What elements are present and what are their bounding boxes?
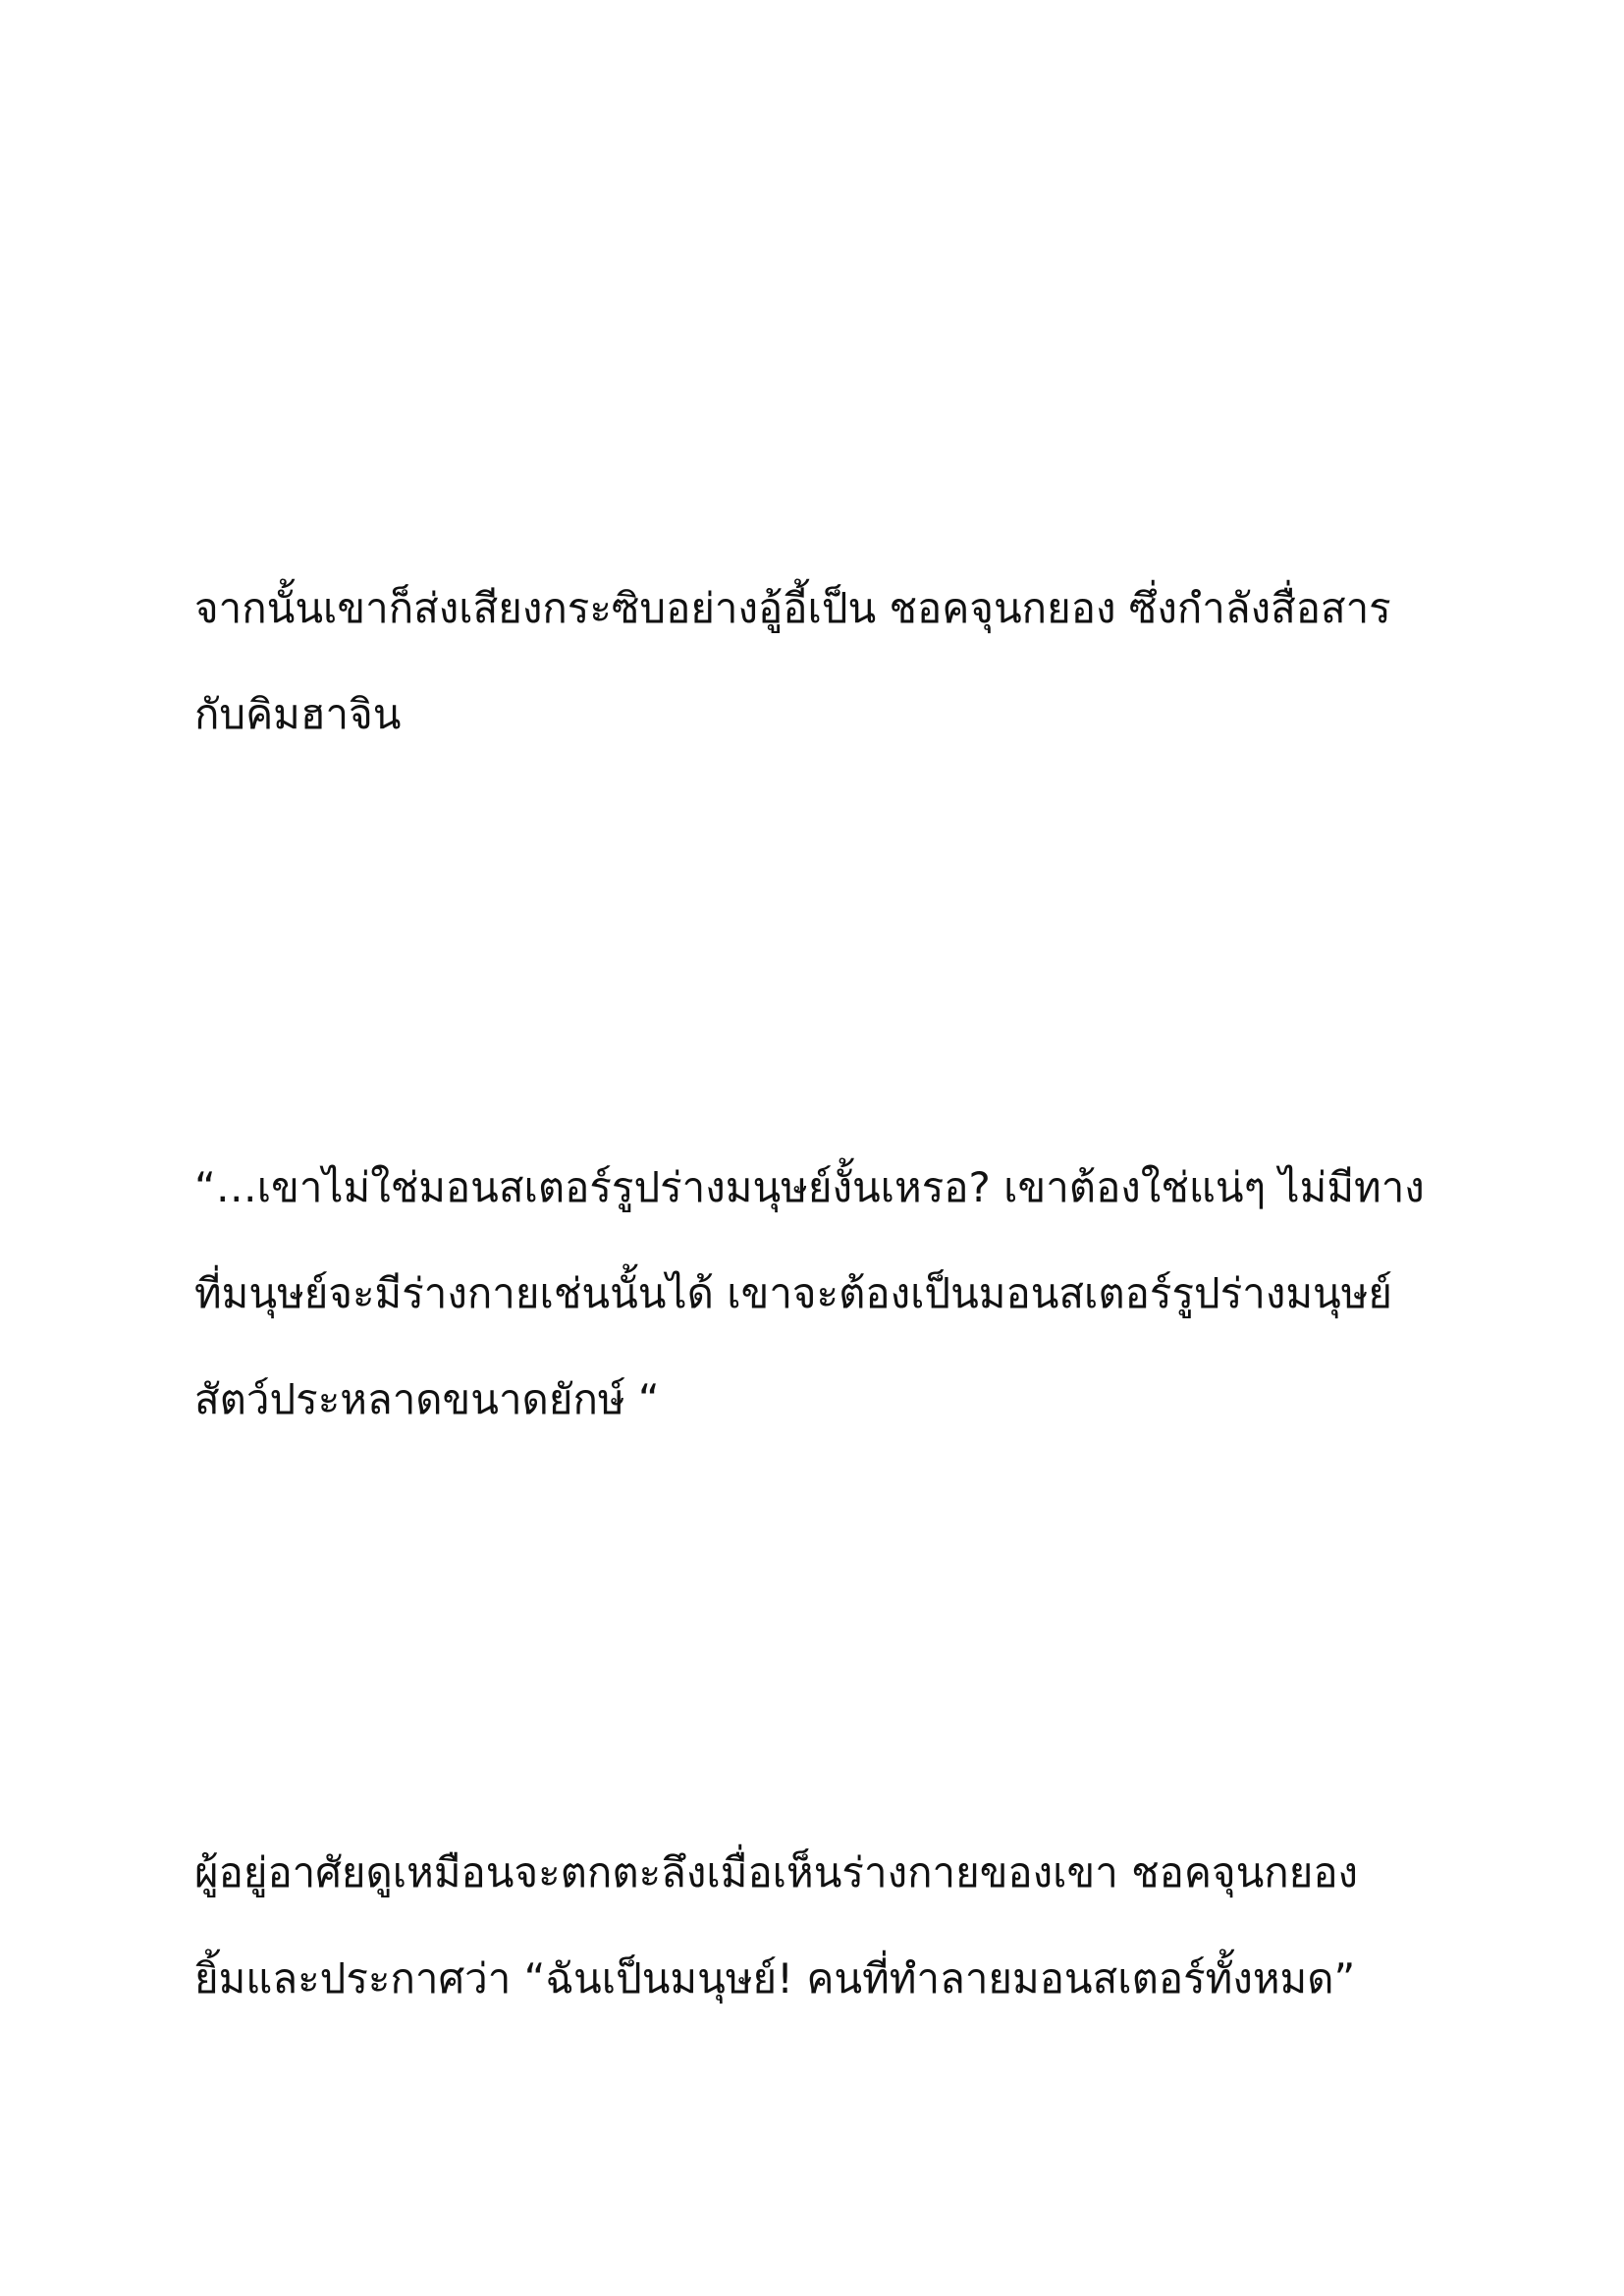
paragraph-narration	[194, 556, 1461, 768]
text-line: จากนั้นเขาก็ส่งเสียงกระซิบอย่างอู้อี้เป็น ชอคจุนกยอง ซึ่งกำลังสื่อสาร	[194, 584, 1391, 632]
text-line: ยิ้มและประกาศว่า “ฉันเป็นมนุษย์! คนที่ทำลายมอนสเตอร์ทั้งหมด”	[194, 1954, 1356, 2002]
text-line: “…เขาไม่ใช่มอนสเตอร์รูปร่างมนุษย์งั้นเหรอ? เขาต้องใช่แน่ๆ ไม่มีทาง	[194, 1163, 1425, 1211]
text-line: กับคิมฮาจิน	[194, 690, 402, 738]
text-line: ที่มนุษย์จะมีร่างกายเช่นนั้นได้ เขาจะต้องเป็นมอนสเตอร์รูปร่างมนุษย์	[194, 1269, 1393, 1317]
paragraph-dialogue	[194, 1135, 1461, 1453]
paragraph-declaration	[194, 1820, 1461, 2032]
text-line: สัตว์ประหลาดขนาดยักษ์ “	[194, 1375, 660, 1423]
text-line: ผู้อยู่อาศัยดูเหมือนจะตกตะลึงเมื่อเห็นร่างกายของเขา ชอคจุนกยอง	[194, 1848, 1359, 1896]
